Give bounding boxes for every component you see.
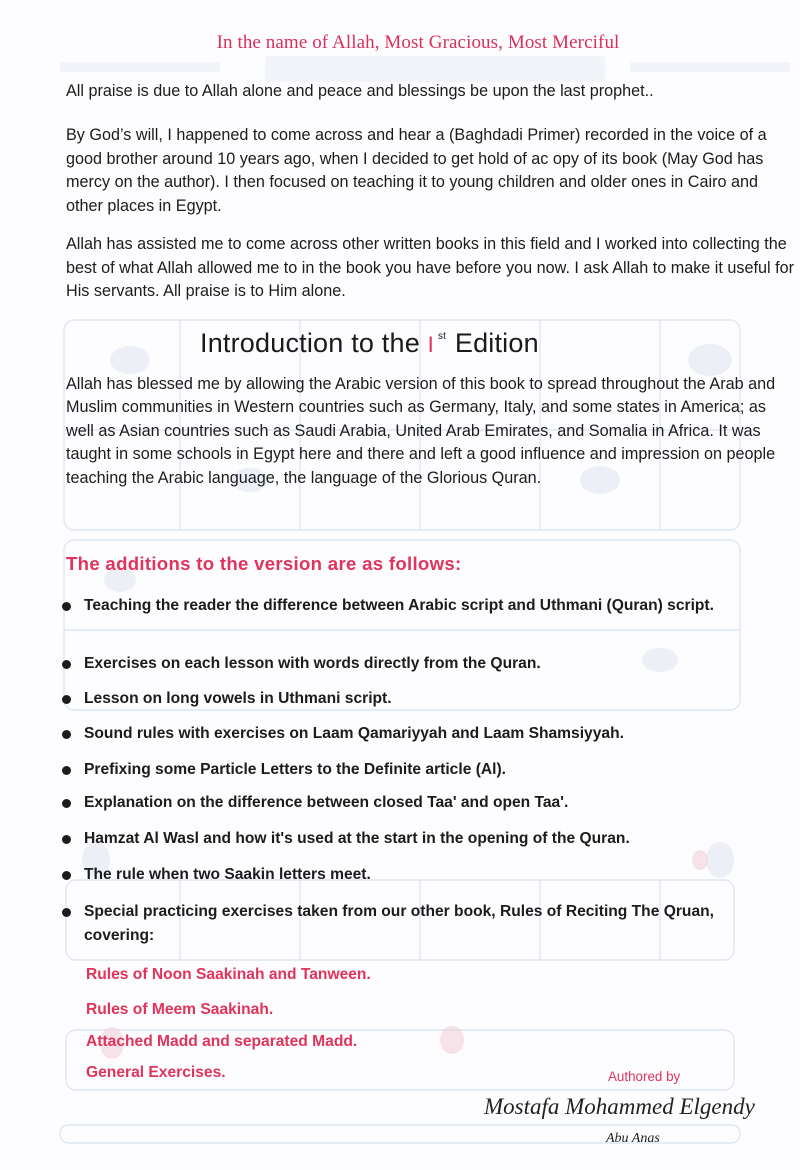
edition-number: I	[427, 332, 434, 357]
authored-by-label: Authored by	[608, 1069, 681, 1084]
bullet-icon	[62, 660, 71, 669]
author-kunya: Abu Anas	[606, 1131, 660, 1146]
additions-title: The additions to the version are as follows:	[66, 553, 462, 574]
list-item: Sound rules with exercises on Laam Qamariyyah and Laam Shamsiyyah.	[62, 722, 752, 746]
bullet-icon	[62, 799, 71, 808]
list-item: Prefixing some Particle Letters to the Definite article (Al).	[62, 758, 752, 782]
list-item: Teaching the reader the difference between Arabic script and Uthmani (Quran) script.	[62, 594, 752, 618]
list-item: Hamzat Al Wasl and how it's used at the start in the opening of the Quran.	[62, 827, 752, 851]
covering-item-noon-saakinah: Rules of Noon Saakinah and Tanween.	[86, 966, 371, 983]
bullet-icon	[62, 908, 71, 917]
edition-ordinal: st	[437, 331, 447, 342]
spread-paragraph: Allah has blessed me by allowing the Arabic version of this book to spread throughout the Arab and Muslim communities in Western countries such as Germany, Italy, and some states in America; as well as Asian countries such as Saudi Arabia, United Arab Emirates, and Somalia in Africa. It was taught in some schools in Egypt here and there and left a good influence and impression on people teaching the Arabic language, the language of the Glorious Quran.	[66, 375, 776, 487]
introduction-heading	[200, 328, 539, 359]
bismillah-line: In the name of Allah, Most Gracious, Most Merciful	[216, 32, 620, 53]
bullet-icon	[62, 835, 71, 844]
author-name: Mostafa Mohammed Elgendy	[484, 1094, 755, 1119]
heading-text: Introduction to the	[200, 328, 420, 358]
praise-paragraph: All praise is due to Allah alone and peace and blessings be upon the last prophet..	[66, 82, 654, 100]
bullet-icon	[62, 766, 71, 775]
assistance-paragraph: Allah has assisted me to come across other written books in this field and I worked into collecting the best of what Allah allowed me to in the book you have before you now. I ask Allah to make it useful for His servants. All praise is to Him alone.	[66, 235, 794, 301]
list-item: Special practicing exercises taken from our other book, Rules of Reciting The Qruan, covering:	[62, 900, 752, 948]
list-item: Explanation on the difference between closed Taa' and open Taa'.	[62, 791, 752, 815]
list-item: Exercises on each lesson with words directly from the Quran.	[62, 652, 752, 676]
bullet-icon	[62, 730, 71, 739]
bullet-icon	[62, 602, 71, 611]
list-item: Lesson on long vowels in Uthmani script.	[62, 687, 752, 711]
bullet-icon	[62, 871, 71, 880]
covering-item-madd: Attached Madd and separated Madd.	[86, 1033, 358, 1050]
heading-edition: Edition	[454, 328, 539, 358]
baghdadi-primer-paragraph: By God’s will, I happened to come across and hear a (Baghdadi Primer) recorded in the voice of a good brother around 10 years ago, when I decided to get hold of ac opy of its book (May God has mercy on the author). I then focused on teaching it to young children and older ones in Cairo and other places in Egypt.	[66, 126, 767, 215]
list-item: The rule when two Saakin letters meet.	[62, 863, 752, 887]
covering-item-meem-saakinah: Rules of Meem Saakinah.	[86, 1001, 274, 1018]
bullet-icon	[62, 695, 71, 704]
covering-item-general-exercises: General Exercises.	[86, 1064, 226, 1081]
